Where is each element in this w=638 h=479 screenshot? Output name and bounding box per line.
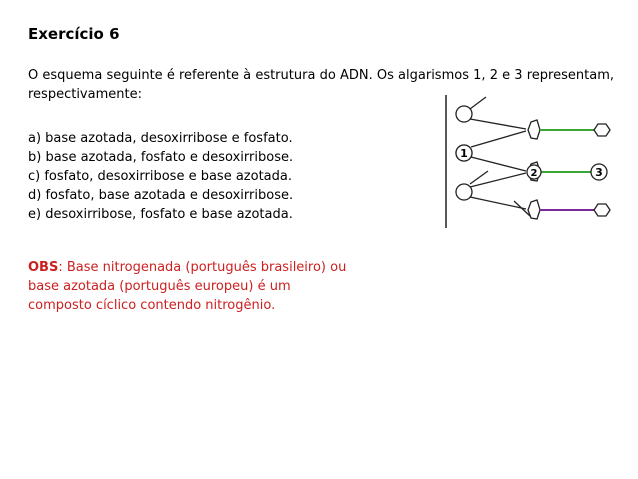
sugar-shape-bottom [528,200,540,219]
option-d: d) fosfato, base azotada e desoxirribose. [28,188,294,203]
option-b: b) base azotada, fosfato e desoxirribose. [28,150,294,165]
option-a: a) base azotada, desoxirribose e fosfato. [28,131,293,146]
phosphate-circle-top [456,106,472,122]
exercise-title: Exercício 6 [28,25,120,43]
phosphate-circle-bottom [456,184,472,200]
label-3: 3 [595,166,603,179]
sugar-shape-top [528,120,540,139]
label-2: 2 [530,168,538,179]
observation-note [28,258,348,315]
label-1: 1 [460,147,468,160]
obs-label: OBS [28,260,59,275]
hexagon-bottom [594,204,610,216]
answer-options [28,129,293,224]
obs-text: : Base nitrogenada (português brasileiro) ou base azotada (português europeu) é um composto cíclico contendo nitrogênio. [28,260,347,313]
bond-lines [470,97,530,216]
option-e: e) desoxirribose, fosfato e base azotada. [28,207,293,222]
hexagon-top [594,124,610,136]
dna-structure-diagram [436,95,616,235]
question-text: O esquema seguinte é referente à estrutura do ADN. Os algarismos 1, 2 e 3 representam, respectivamente: [28,68,614,102]
option-c: c) fosfato, desoxirribose e base azotada. [28,169,292,184]
